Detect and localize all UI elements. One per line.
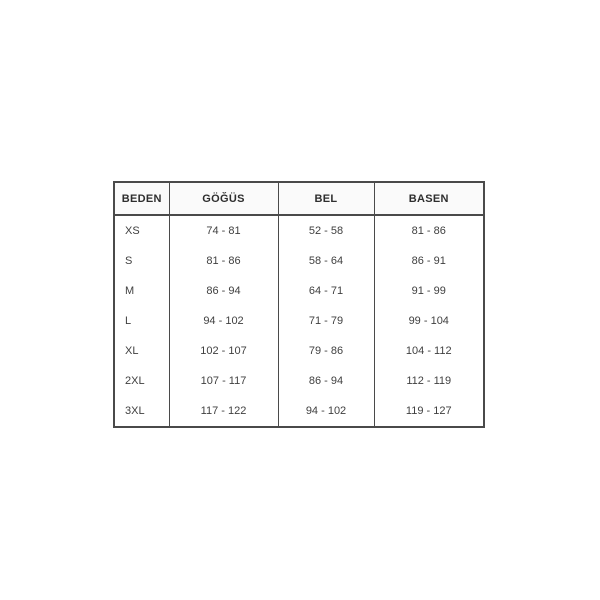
- gogus-cell: 102 - 107: [169, 336, 278, 366]
- table-row-3xl: [114, 396, 484, 427]
- table-row-s: [114, 246, 484, 276]
- basen-cell: 119 - 127: [374, 396, 484, 427]
- basen-cell: 104 - 112: [374, 336, 484, 366]
- table-row-2xl: [114, 366, 484, 396]
- gogus-cell: 81 - 86: [169, 246, 278, 276]
- table-row-xs: [114, 215, 484, 246]
- bel-cell: 64 - 71: [278, 276, 374, 306]
- size-chart-body: [114, 215, 484, 427]
- table-row-l: [114, 306, 484, 336]
- bel-cell: 86 - 94: [278, 366, 374, 396]
- header-row: [114, 182, 484, 215]
- size-cell: S: [114, 246, 169, 276]
- size-chart-header: [114, 182, 484, 215]
- column-header-gogus: GÖĞÜS: [169, 182, 278, 215]
- gogus-cell: 94 - 102: [169, 306, 278, 336]
- column-header-bel: BEL: [278, 182, 374, 215]
- basen-cell: 86 - 91: [374, 246, 484, 276]
- basen-cell: 112 - 119: [374, 366, 484, 396]
- bel-cell: 79 - 86: [278, 336, 374, 366]
- size-cell: M: [114, 276, 169, 306]
- column-header-basen: BASEN: [374, 182, 484, 215]
- gogus-cell: 74 - 81: [169, 215, 278, 246]
- size-cell: L: [114, 306, 169, 336]
- basen-cell: 99 - 104: [374, 306, 484, 336]
- bel-cell: 71 - 79: [278, 306, 374, 336]
- basen-cell: 91 - 99: [374, 276, 484, 306]
- gogus-cell: 117 - 122: [169, 396, 278, 427]
- size-cell: 2XL: [114, 366, 169, 396]
- bel-cell: 58 - 64: [278, 246, 374, 276]
- column-header-beden: BEDEN: [114, 182, 169, 215]
- size-chart-table: [113, 181, 485, 428]
- gogus-cell: 86 - 94: [169, 276, 278, 306]
- bel-cell: 52 - 58: [278, 215, 374, 246]
- table-row-m: [114, 276, 484, 306]
- basen-cell: 81 - 86: [374, 215, 484, 246]
- size-cell: XL: [114, 336, 169, 366]
- size-cell: XS: [114, 215, 169, 246]
- table-row-xl: [114, 336, 484, 366]
- gogus-cell: 107 - 117: [169, 366, 278, 396]
- bel-cell: 94 - 102: [278, 396, 374, 427]
- size-cell: 3XL: [114, 396, 169, 427]
